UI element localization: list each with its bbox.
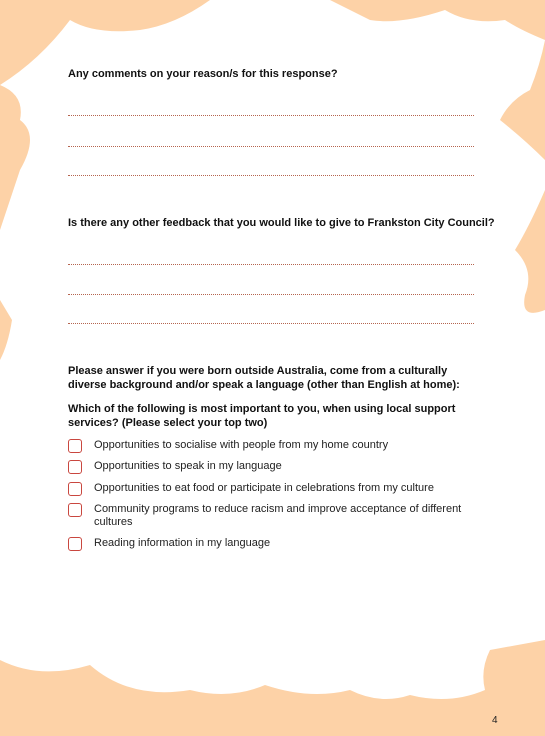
checkbox-icon[interactable] bbox=[68, 439, 82, 453]
checkbox-icon[interactable] bbox=[68, 482, 82, 496]
feedback-answer-line-1[interactable] bbox=[68, 264, 474, 265]
feedback-question: Is there any other feedback that you would like to give to Frankston City Council? bbox=[68, 217, 495, 229]
option-label: Reading information in my language bbox=[94, 537, 271, 549]
option-label: Opportunities to eat food or participate in celebrations from my culture bbox=[94, 482, 434, 494]
born-outside-instruction: Please answer if you were born outside Australia, come from a culturally diverse background and/or speak a language (other than English at home): bbox=[68, 365, 460, 391]
checkbox-icon[interactable] bbox=[68, 503, 82, 517]
checkbox-icon[interactable] bbox=[68, 460, 82, 474]
option-label: Community programs to reduce racism and improve acceptance of different cultures bbox=[94, 503, 462, 528]
comments-answer-line-1[interactable] bbox=[68, 115, 474, 116]
checkbox-icon[interactable] bbox=[68, 537, 82, 551]
page-number: 4 bbox=[492, 715, 498, 726]
feedback-answer-line-3[interactable] bbox=[68, 323, 474, 324]
support-services-question: Which of the following is most important to you, when using local support services? (Please select your top two) bbox=[68, 403, 456, 429]
feedback-answer-line-2[interactable] bbox=[68, 294, 474, 295]
comments-question: Any comments on your reason/s for this response? bbox=[68, 68, 338, 80]
comments-answer-line-2[interactable] bbox=[68, 146, 474, 147]
option-label: Opportunities to socialise with people from my home country bbox=[94, 439, 389, 451]
comments-answer-line-3[interactable] bbox=[68, 175, 474, 176]
option-label: Opportunities to speak in my language bbox=[94, 460, 282, 472]
